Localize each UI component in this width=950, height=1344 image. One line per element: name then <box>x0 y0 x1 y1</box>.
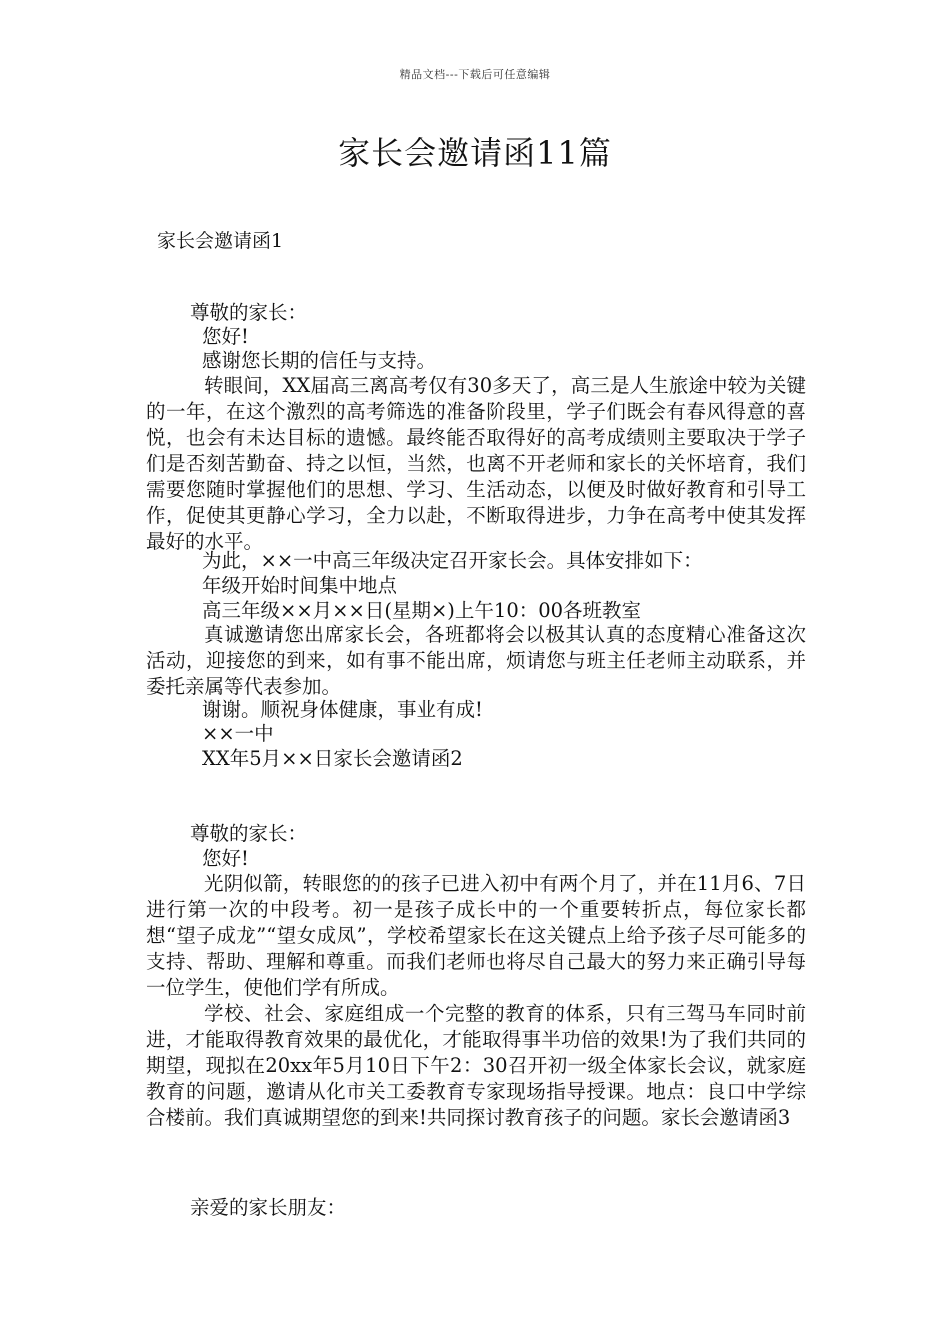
letter-2-body <box>146 871 806 1131</box>
paragraph-letter-2-first: 光阴似箭，转眼您的的孩子已进入初中有两个月了，并在11月6、7日进行第一次的中段考。初一是孩子成长中的一个重要转折点，每位家长都想“望子成龙”“望女成凤”，学校希望家长在这关键点上给予孩子尽可能多的支持、帮助、理解和尊重。而我们老师也将尽自己最大的努力来正确引导每一位学生，使他们学有所成。 <box>146 872 806 999</box>
schedule-table-row: 高三年级××月××日(星期×)上午10：00各班教室 <box>202 599 642 622</box>
document-title: 家长会邀请函11篇 <box>338 134 612 172</box>
closing-line: 谢谢。顺祝身体健康，事业有成! <box>202 698 483 721</box>
paragraph-letter-2-second: 学校、社会、家庭组成一个完整的教育的体系，只有三驾马车同时前进，才能取得教育效果的最优化，才能取得事半功倍的效果!为了我们共同的期望，现拟在20xx年5月10日下午2：30召开初一级全体家长会议，就家庭教育的问题，邀请从化市关工委教育专家现场指导授课。地点：良口中学综合楼前。我们真诚期望您的到来!共同探讨教育孩子的问题。家长会邀请函3 <box>146 1002 806 1129</box>
thanks-line: 感谢您长期的信任与支持。 <box>202 349 437 372</box>
salutation-letter-2: 尊敬的家长： <box>190 822 308 845</box>
greeting-letter-1: 您好! <box>202 325 249 348</box>
letter-1-body <box>146 373 806 555</box>
paragraph-letter-1-main: 转眼间，XX届高三离高考仅有30多天了，高三是人生旅途中较为关键的一年，在这个激烈的高考筛选的准备阶段里，学子们既会有春风得意的喜悦，也会有未达目标的遗憾。最终能否取得好的高考成绩则主要取决于学子们是否刻苦勤奋、持之以恒，当然，也离不开老师和家长的关怀培育，我们需要您随时掌握他们的思想、学习、生活动态，以便及时做好教育和引导工作，促使其更静心学习，全力以赴，不断取得进步，力争在高考中使其发挥最好的水平。 <box>146 374 806 553</box>
section-heading-letter-1: 家长会邀请函1 <box>157 230 284 252</box>
signature-line: ××一中 <box>202 722 274 745</box>
header-note: 精品文档---下载后可任意编辑 <box>399 68 551 81</box>
letter-1-invitation <box>146 622 806 700</box>
salutation-letter-3: 亲爱的家长朋友： <box>190 1196 347 1219</box>
date-and-next-heading: XX年5月××日家长会邀请函2 <box>202 747 463 770</box>
paragraph-letter-1-invitation: 真诚邀请您出席家长会，各班都将会以极其认真的态度精心准备这次活动，迎接您的到来，如有事不能出席，烦请您与班主任老师主动联系，并委托亲属等代表参加。 <box>146 623 806 698</box>
salutation-letter-1: 尊敬的家长： <box>190 301 308 324</box>
schedule-table-header: 年级开始时间集中地点 <box>202 574 398 597</box>
greeting-letter-2: 您好! <box>202 847 249 870</box>
arrangement-line: 为此，××一中高三年级决定召开家长会。具体安排如下： <box>202 549 703 572</box>
